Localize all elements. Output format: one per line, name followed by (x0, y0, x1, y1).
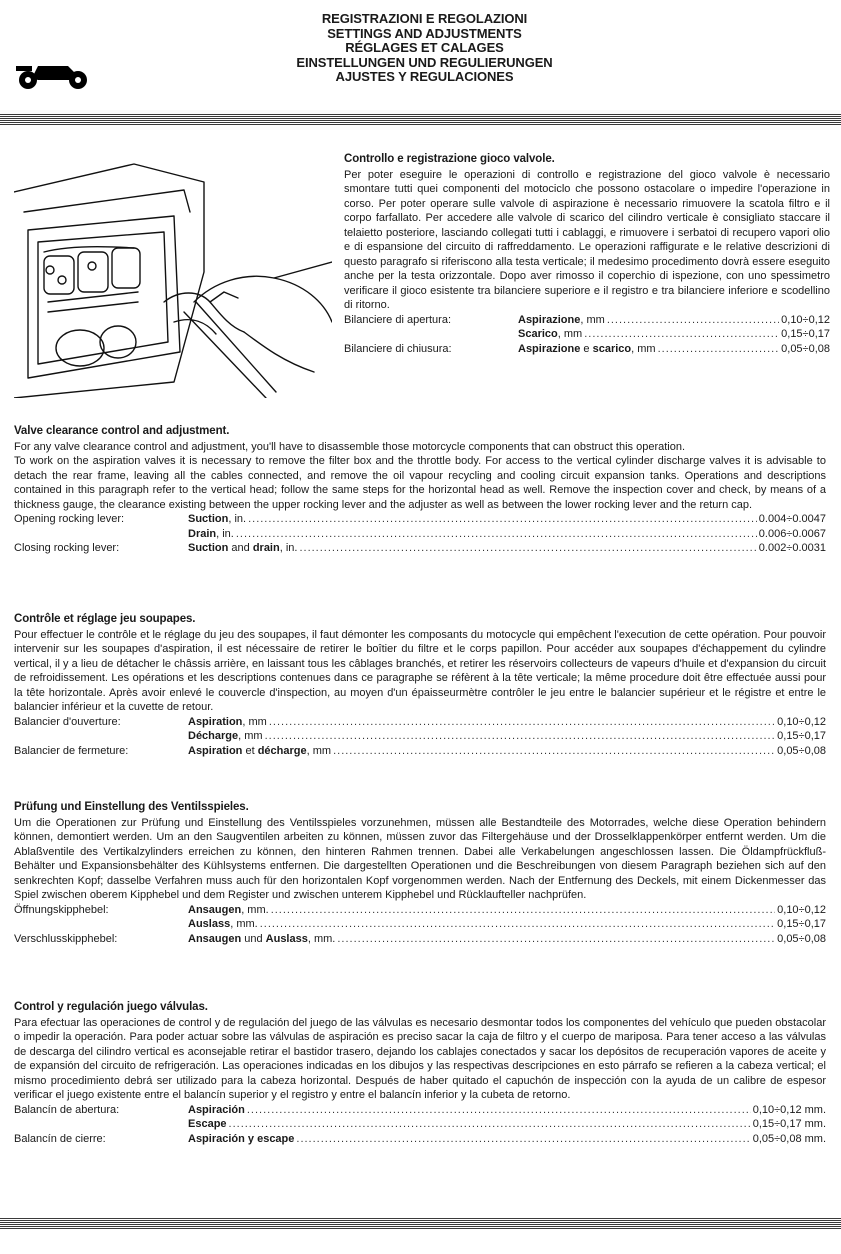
valve-adjustment-illustration (14, 152, 332, 398)
dot-leader (260, 917, 775, 932)
spec-row: Balancier de fermeture: Aspiration et décharge, mm ..... 0,05÷0,08 (14, 744, 826, 759)
section-body: Para efectuar las operaciones de control y de regulación del juego de las válvulas es necesario desmontar todos los componentes del vehículo que pueden obstacolar o impedir la operación. Para poder actuar sobre las válvulas de aspiración es preciso sacar la caja de filtro y el cuerpo de mariposa. Para tener acceso a las válvulas de descarga del cilindro vertical es aconsejable retirar el bastidor trasero, dejando los cablajes conectados y sacar los depósitos de recuperación vapores de aceite y de expansión del circuito de refrigeración. Las operaciones indicadas en los dibujos y las respectivas descripciones en esto párrafo se refieren a la cabeza vertical; el mismo procedimiento debrá ser utilizado para la cabeza horizontal. Después de haber quitado el capuchón de inspección con la ayuda de un calibre de espesor verificar el juego existente entre el balancín superior y el registro y entre el balancín inferior y la cubeta de retorno. (14, 1016, 826, 1101)
spec-row: Verschlusskipphebel: Ansaugen und Auslass, mm. ..... 0,05÷0,08 (14, 932, 826, 947)
section-title: Prüfung und Einstellung des Ventilsspieles. (14, 801, 249, 813)
dot-leader (248, 512, 757, 527)
section-title: Control y regulación juego válvulas. (14, 1001, 208, 1013)
section-german (14, 800, 826, 946)
dot-leader (296, 1132, 750, 1147)
spec-row: Bilanciere di chiusura: Aspirazione e scarico, mm ..... 0,05÷0,08 (344, 342, 830, 357)
spec-row: Décharge, mm ..... 0,15÷0,17 (14, 729, 826, 744)
section-title: Valve clearance control and adjustment. (14, 425, 230, 437)
spec-row: Auslass, mm. ..... 0,15÷0,17 (14, 917, 826, 932)
dot-leader (236, 527, 757, 542)
title-italian: REGISTRAZIONI E REGOLAZIONI (321, 11, 528, 26)
dot-leader (271, 903, 775, 918)
dot-leader (333, 744, 775, 759)
dot-leader (247, 1103, 751, 1118)
dot-leader (584, 327, 779, 342)
dot-leader (607, 313, 779, 328)
section-title: Controllo e registrazione gioco valvole. (344, 153, 555, 165)
spec-row: Closing rocking lever: Suction and drain, in. ..... 0.002÷0.0031 (14, 541, 826, 556)
dot-leader (299, 541, 756, 556)
section-italian (344, 152, 830, 356)
spec-row: Opening rocking lever: Suction, in. ..... 0.004÷0.0047 (14, 512, 826, 527)
section-body: Pour effectuer le contrôle et le réglage du jeu des soupapes, il faut démonter les composants du motocycle qui empêchent l'execution de cette opération. Pour pouvoir intervenir sur les soupapes d'aspiration, il est nécessaire de retirer le boîtier du filtre et le corps papillon. Pour accéder aux soupapes d'échappement du cylindre vertical, il y a lieu de détacher le châssis arrière, en laissant tous les câblages branchés, et retirer les réservoirs collecteurs de vapeurs d'huile et d'expansion du circuit de refroidissement. Les opérations et les descriptions contenues dans ce paragraphe se réfèrent à la tête verticale; la même procedure doit être effectuée aussi pour la tête horizontale. Après avoir enlevé le couvercle d'inspection, au moyen d'un épaisseurmètre contrôler le jeu entre le balancier supérieur et le régistre et entre le balancier inférieur et la cuvette de retour. (14, 628, 826, 713)
spec-row: Balancín de abertura: Aspiración ..... 0,10÷0,12 mm. (14, 1103, 826, 1118)
section-title: Contrôle et réglage jeu soupapes. (14, 613, 196, 625)
dot-leader (337, 932, 775, 947)
section-french (14, 612, 826, 758)
footer-divider (0, 1218, 841, 1230)
title-english: SETTINGS AND ADJUSTMENTS (327, 25, 522, 41)
section-spanish (14, 1000, 826, 1146)
spec-row: Balancín de cierre: Aspiración y escape ..... 0,05÷0,08 mm. (14, 1132, 826, 1147)
spec-row: Öffnungskipphebel: Ansaugen, mm. ..... 0,10÷0,12 (14, 903, 826, 918)
section-body: Um die Operationen zur Prüfung und Einstellung des Ventilsspieles vorzunehmen, müssen alle Bestandteile des Motorrades, welche diese Operation behindern können, demontiert werden. Um an den Saugventilen arbeiten zu können, müssen zuvor das Filtergehäuse und der Drosselklappenkörper entfernt werden. Um die Ablaßventile des Vertikalzylinders erreichen zu können, den hinteren Rahmen trennen. Dabei alle Verkabelungen angeschlossen lassen. Die Öldampfrückfluß-Behälter und Expansionsbehälter des Kühlsystems entfernen. Die dargestellten Operationen und die Beschreibungen von diesem Paragraph beziehen sich auf den senkrechten Kopf; dasselbe Verfahren muss auch für den horizontalen Kopf vorgenommen werden. Nach der Entfernung des Deckels, mit einem Dickenmesser das Spiel zwischen oberem Kipphebel und dem Register und zwischen unterem Kipphebel und Rücklaufteller nachprüfen. (14, 816, 826, 901)
motorcycle-icon (14, 58, 92, 92)
spec-row: Escape ..... 0,15÷0,17 mm. (14, 1117, 826, 1132)
spec-row: Drain, in. ..... 0.006÷0.0067 (14, 527, 826, 542)
spec-row: Balancier d'ouverture: Aspiration, mm ..... 0,10÷0,12 (14, 715, 826, 730)
section-body: Per poter eseguire le operazioni di controllo e registrazione del gioco valvole è necessario smontare tutti quei componenti del motociclo che possono ostacolare o impedire l'operazione in corso. Per poter operare sulle valvole di aspirazione è necessario rimuovere la scatola filtro e il corpo farfallato. Per accedere alle valvole di scarico del cilindro verticale è consigliato staccare il telaietto posteriore, lasciando collegati tutti i cablaggi, e rimuovere i serbatoi di recupero vapori olio e di espansione del circuito di raffreddamento. Le operazioni raffigurate e le relative descrizioni di questo paragrafo si riferiscono alla testa verticale; il medesimo procedimento dovrà essere eseguito anche per la testa orizzontale. Dopo aver rimosso il coperchio di ispezione, con uno spessimetro verificare il gioco esistente tra bilanciere superiore e il registro e tra bilanciere inferiore e scodellino di ritorno. (344, 168, 830, 311)
page-header (0, 12, 841, 85)
section-body: For any valve clearance control and adjustment, you'll have to disassemble those motorcycle components that can obstruct this operation. (14, 440, 686, 453)
spec-row: Scarico, mm ..... 0,15÷0,17 (344, 327, 830, 342)
title-french: RÉGLAGES ET CALAGES (345, 40, 504, 56)
dot-leader (229, 1117, 751, 1132)
section-body: To work on the aspiration valves it is necessary to remove the filter box and the throttle body. For access to the vertical cylinder discharge valves it is advisable to detach the rear frame, leaving all the cables connected, and remove the oil vapour recycling and cooling circuit expansion tanks. Operations and descriptions contained in this paragraph refer to the vertical head; follow the same steps for the horizontal head as well. Remove the inspection cover and check, by means of a thickness gauge, the clearance existing between the upper rocking lever and the adjuster as well as between the lower rocking lever and the return cap. (14, 455, 826, 511)
title-german: EINSTELLUNGEN UND REGULIERUNGEN (296, 54, 553, 70)
dot-leader (269, 715, 775, 730)
section-english (14, 424, 826, 556)
dot-leader (265, 729, 776, 744)
dot-leader (658, 342, 780, 357)
header-divider (0, 114, 841, 126)
spec-row: Bilanciere di apertura: Aspirazione, mm ..... 0,10÷0,12 (344, 313, 830, 328)
title-spanish: AJUSTES Y REGULACIONES (335, 69, 514, 85)
